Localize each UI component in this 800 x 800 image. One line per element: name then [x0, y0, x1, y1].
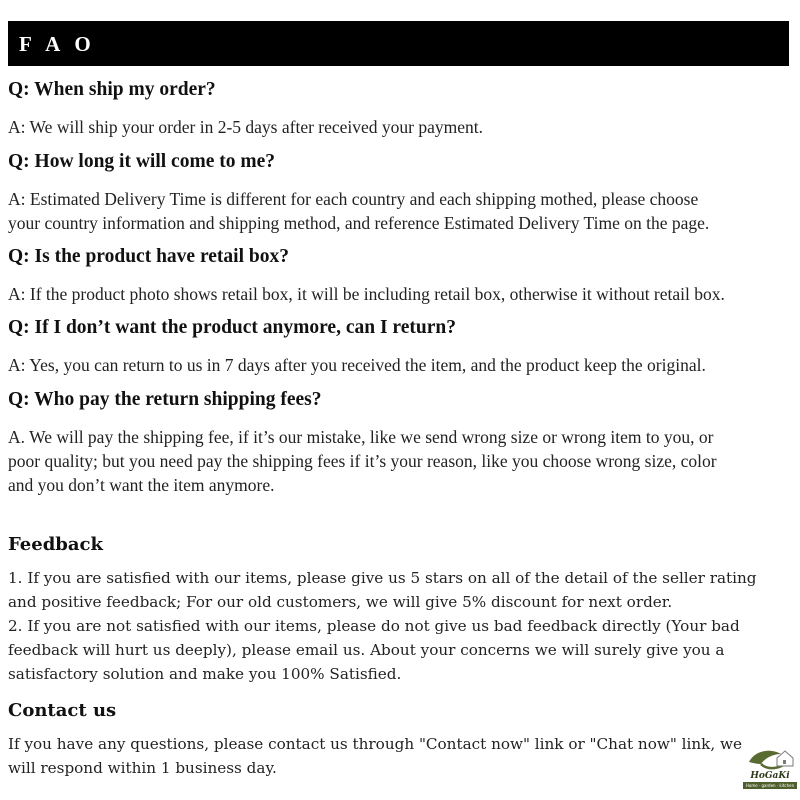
faq-answer-line: A. We will pay the shipping fee, if it’s our mistake, like we send wrong size or wrong item to you, or [8, 427, 714, 447]
faq-item [8, 245, 798, 306]
faq-header-title: F A O [19, 32, 96, 56]
faq-item [8, 388, 798, 497]
feedback-line: feedback will hurt us deeply), please email us. About your concerns we will surely give you a [8, 641, 725, 659]
faq-answer-line: A: Yes, you can return to us in 7 days after you received the item, and the product keep the original. [8, 355, 706, 375]
faq-question: Q: When ship my order? [8, 79, 216, 100]
faq-answer-line: and you don’t want the item anymore. [8, 475, 275, 495]
faq-question: Q: Who pay the return shipping fees? [8, 389, 322, 410]
faq-answer-line: poor quality; but you need pay the shipping fees if it’s your reason, like you choose wrong size, color [8, 451, 717, 471]
logo-name: HoGaKi [750, 771, 790, 781]
faq-header-bar [8, 21, 789, 66]
feedback-line: 2. If you are not satisfied with our items, please do not give us bad feedback directly (Your bad [8, 617, 740, 635]
faq-question: Q: If I don’t want the product anymore, can I return? [8, 317, 456, 338]
contact-line: If you have any questions, please contact us through "Contact now" link or "Chat now" link, we [8, 735, 743, 753]
contact-section [8, 699, 798, 780]
feedback-section [8, 533, 798, 686]
faq-answer-line: A: We will ship your order in 2-5 days after received your payment. [8, 117, 484, 137]
contact-title: Contact us [8, 700, 117, 721]
logo-tagline: Home · garden · kitchen [743, 782, 797, 789]
faq-item [8, 150, 798, 235]
brand-logo [741, 748, 797, 796]
faq-item [8, 316, 798, 377]
leaf-house-icon [741, 748, 797, 772]
feedback-line: 1. If you are satisfied with our items, please give us 5 stars on all of the detail of the seller rating [8, 569, 757, 587]
faq-item [8, 78, 798, 139]
contact-line: will respond within 1 business day. [8, 759, 277, 777]
feedback-line: satisfactory solution and make you 100% Satisfied. [8, 665, 402, 683]
feedback-title: Feedback [8, 534, 103, 555]
faq-answer-line: your country information and shipping method, and reference Estimated Delivery Time on the page. [8, 213, 710, 233]
faq-answer-line: A: Estimated Delivery Time is different for each country and each shipping mothed, please choose [8, 189, 699, 209]
faq-question: Q: Is the product have retail box? [8, 246, 289, 267]
feedback-line: and positive feedback; For our old customers, we will give 5% discount for next order. [8, 593, 673, 611]
faq-answer-line: A: If the product photo shows retail box, it will be including retail box, otherwise it without retail box. [8, 284, 725, 304]
faq-question: Q: How long it will come to me? [8, 151, 275, 172]
